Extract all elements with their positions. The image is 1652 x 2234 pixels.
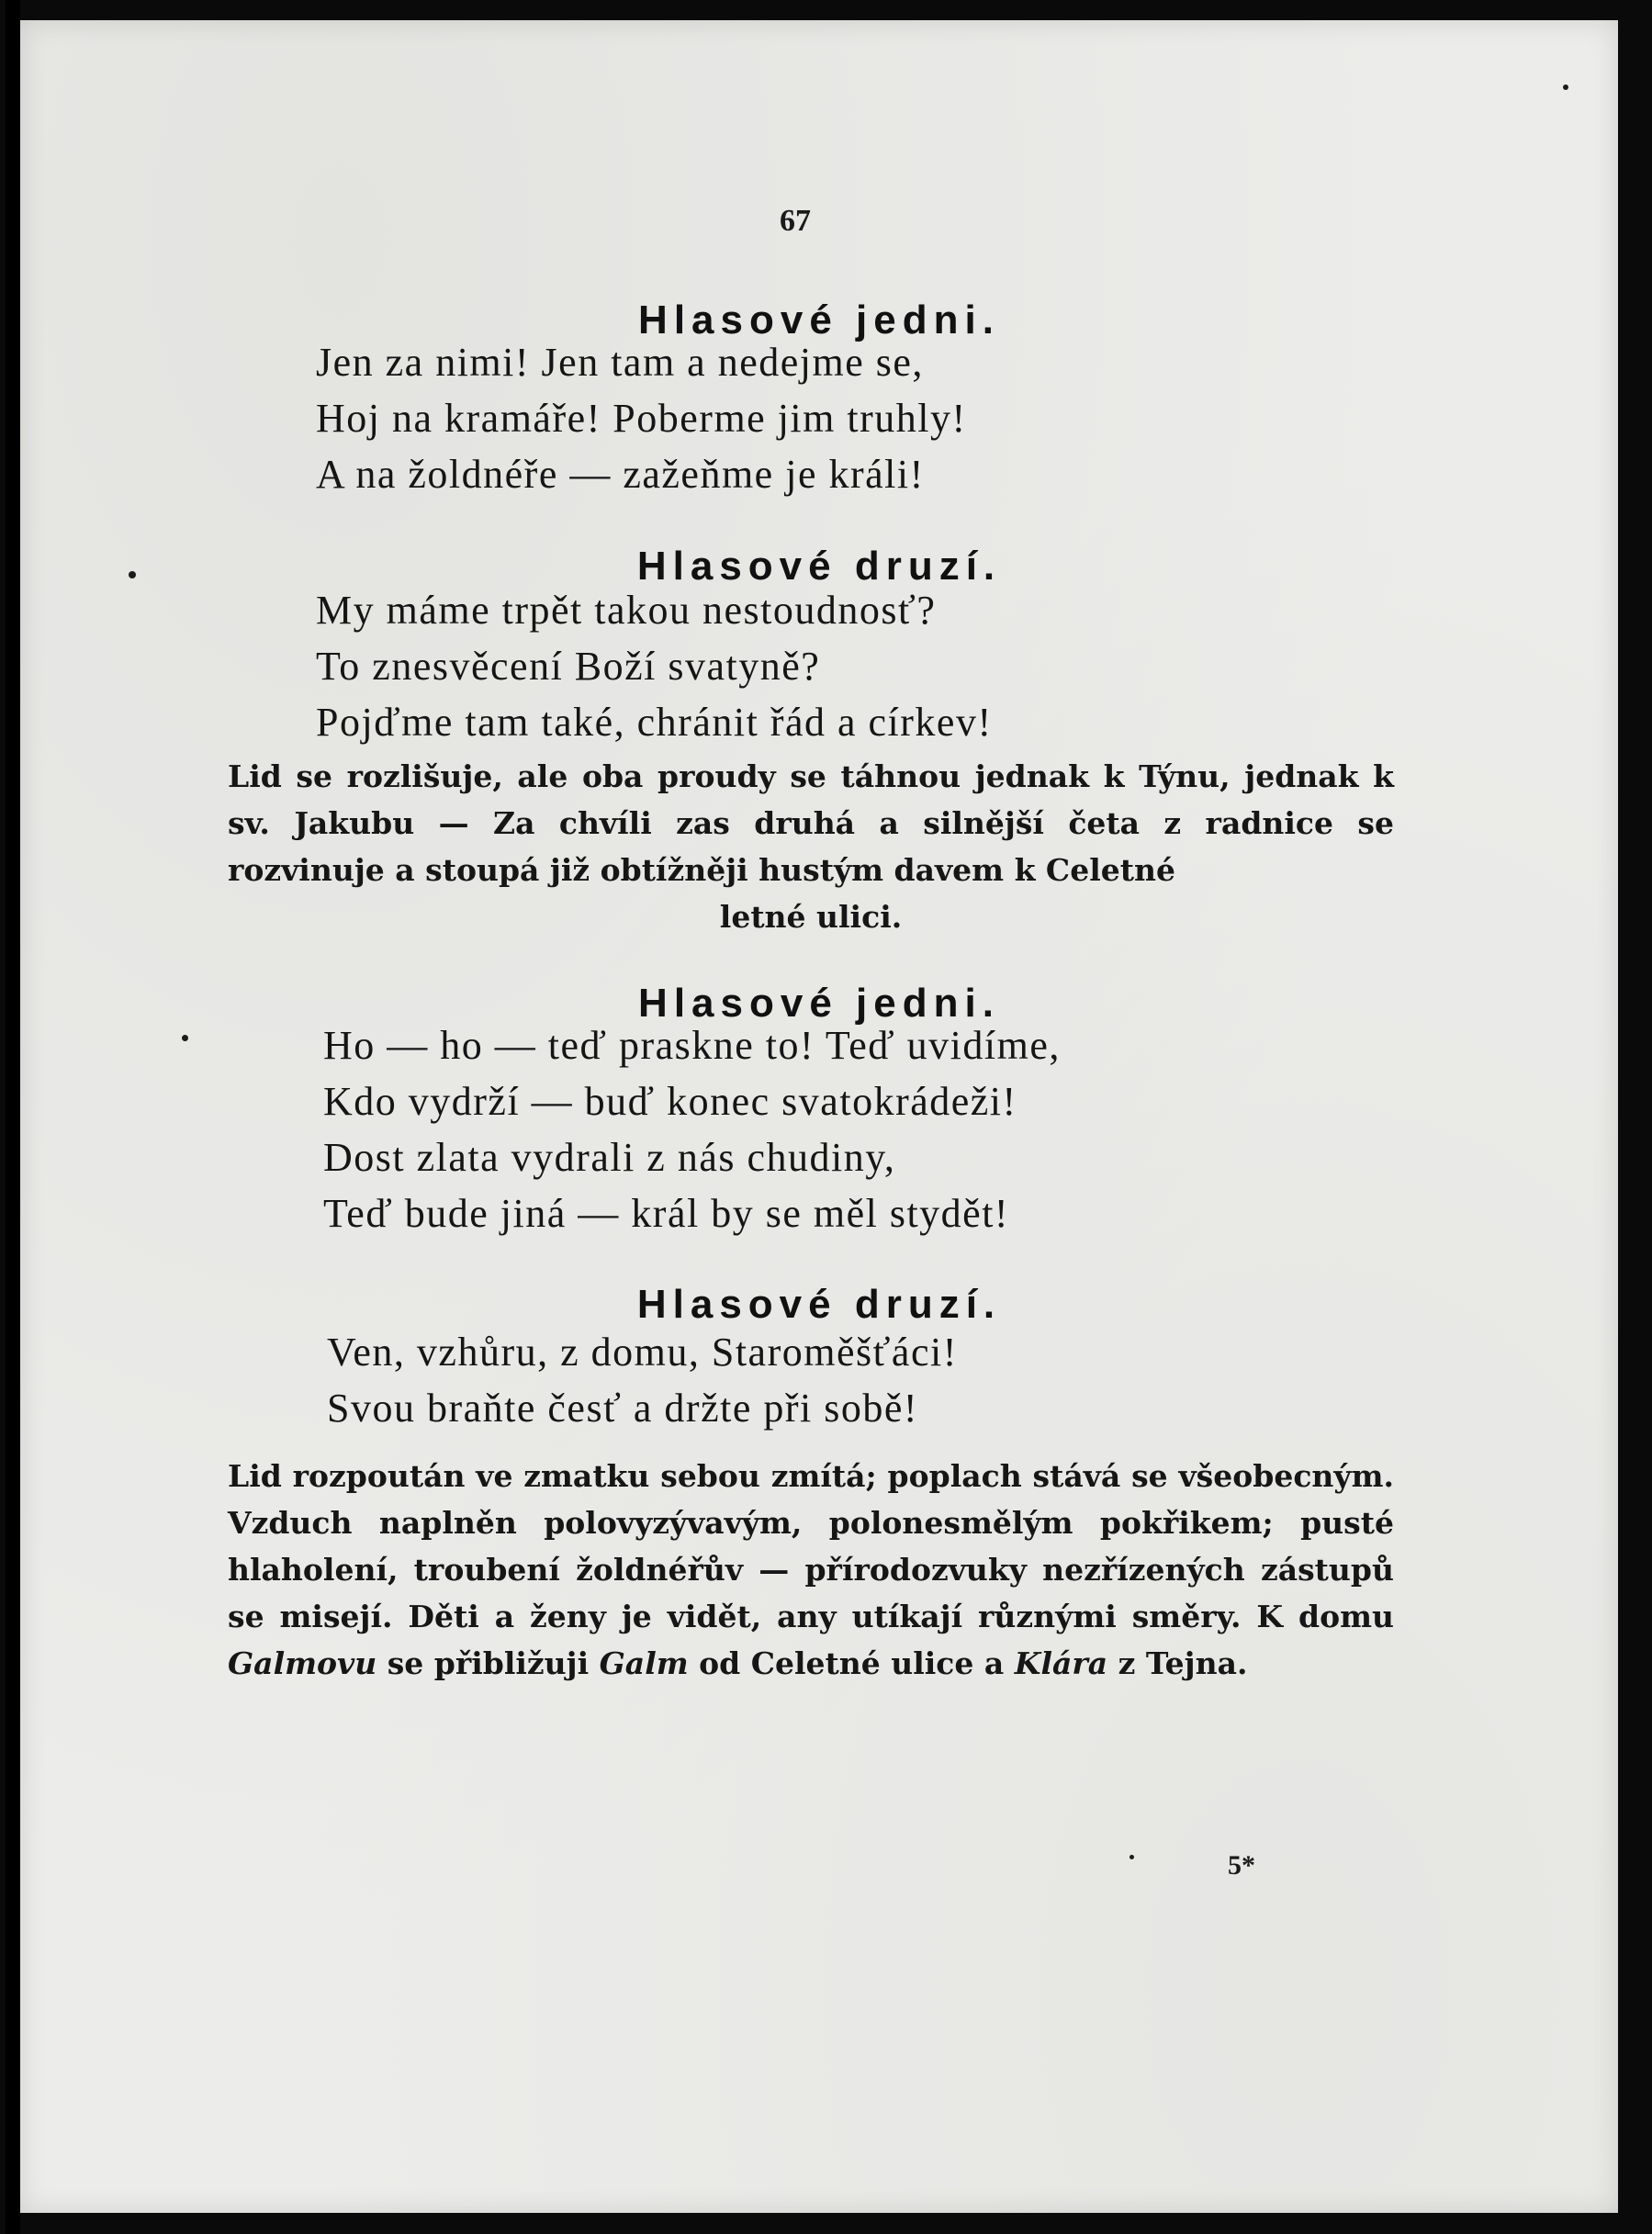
scan-speck xyxy=(1129,1855,1134,1859)
stage-direction-text: se přibližuji xyxy=(387,1645,590,1681)
speaker-heading: Hlasové jedni. xyxy=(638,297,1000,342)
stage-direction xyxy=(228,753,1394,940)
stage-direction-text: od Celetné ulice a xyxy=(699,1645,1005,1681)
stage-direction-name: Galm xyxy=(599,1645,689,1681)
verse-line: Ven, vzhůru, z domu, Staroměšťáci! xyxy=(327,1330,958,1375)
verse-line: To znesvěcení Boží svatyně? xyxy=(316,644,821,689)
verse-stanza xyxy=(327,1324,958,1436)
stage-direction-text: Lid rozpoután ve zmatku sebou zmítá; poplach stává se všeobecným. Vzduch naplněn polovyzývavým, polonesmělým pokřikem; pusté hlaholení, troubení žoldnéřův — přírodozvuky nezřízených zástupů se misejí. Děti a ženy je vidět, any utíkají různými směry. K domu xyxy=(228,1458,1394,1634)
verse-line: Teď bude jiná — král by se měl stydět! xyxy=(323,1191,1010,1236)
signature-mark: 5* xyxy=(1228,1850,1255,1880)
stage-direction-name: Galmovu xyxy=(228,1645,377,1681)
stage-direction-text: z Tejna. xyxy=(1118,1645,1248,1681)
verse-line: Jen za nimi! Jen tam a nedejme se, xyxy=(316,340,924,385)
book-page xyxy=(20,20,1618,2213)
speaker-heading: Hlasové druzí. xyxy=(636,544,1002,589)
scan-speck xyxy=(1563,84,1568,90)
speaker-heading: Hlasové jedni. xyxy=(638,981,1000,1026)
verse-stanza xyxy=(323,1017,1061,1241)
verse-line: A na žoldnéře — zažeňme je králi! xyxy=(316,452,925,497)
scan-speck xyxy=(129,571,136,578)
scan-speck xyxy=(182,1035,188,1041)
verse-stanza xyxy=(316,334,967,502)
verse-line: Kdo vydrží — buď konec svatokrádeži! xyxy=(323,1079,1017,1124)
page-number: 67 xyxy=(780,204,811,238)
verse-line: Svou braňte česť a držte při sobě! xyxy=(327,1386,919,1431)
verse-line: Dost zlata vydrali z nás chudiny, xyxy=(323,1135,896,1180)
binding-edge xyxy=(6,0,20,2234)
verse-line: My máme trpět takou nestoudnosť? xyxy=(316,588,937,633)
verse-line: Hoj na kramáře! Poberme jim truhly! xyxy=(316,396,967,441)
speaker-heading: Hlasové druzí. xyxy=(636,1282,1002,1327)
stage-direction xyxy=(228,1453,1394,1687)
stage-direction-name: Klára xyxy=(1014,1645,1108,1681)
stage-direction-text: Lid se rozlišuje, ale oba proudy se táhnou jednak k Týnu, jednak k sv. Jakubu — Za chvíli zas druhá a silnější četa z radnice se rozvinuje a stoupá již obtížněji hustým davem k Celetné xyxy=(228,758,1394,888)
verse-line: Ho — ho — teď praskne to! Teď uvidíme, xyxy=(323,1023,1061,1068)
verse-stanza xyxy=(316,582,993,750)
stage-direction-last-line: letné ulici. xyxy=(719,899,903,935)
verse-line: Pojďme tam také, chránit řád a církev! xyxy=(316,700,993,745)
